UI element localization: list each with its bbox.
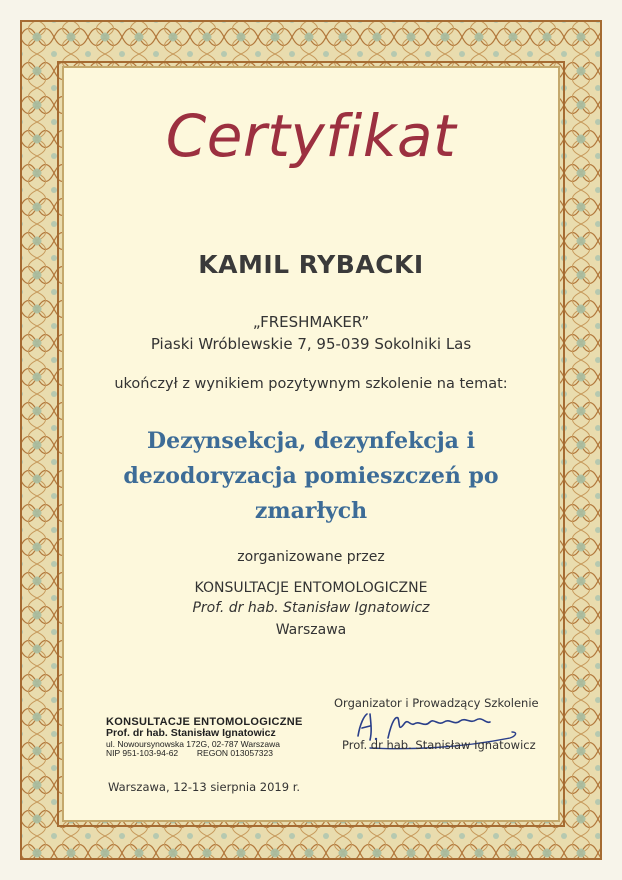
organizer-person: Prof. dr hab. Stanisław Ignatowicz <box>192 600 430 616</box>
stamp-regon: REGON 013057323 <box>196 747 273 758</box>
recipient-name: KAMIL RYBACKI <box>198 250 424 279</box>
training-topic-line: zmarłych <box>254 498 368 524</box>
completion-text: ukończył z wynikiem pozytywnym szkolenie na temat: <box>114 376 508 392</box>
training-topic-line: Dezynsekcja, dezynfekcja i <box>147 428 475 454</box>
stamp-ids <box>106 749 303 758</box>
issue-date: Warszawa, 12-13 sierpnia 2019 r. <box>108 780 301 794</box>
stamp-nip: NIP 951-103-94-62 <box>106 747 179 758</box>
stamp-organization: KONSULTACJE ENTOMOLOGICZNE <box>106 716 303 728</box>
stamp-address: ul. Nowoursynowska 172G, 02-787 Warszawa <box>106 738 281 749</box>
organizer-city: Warszawa <box>275 622 347 638</box>
certificate-title: Certyfikat <box>165 102 457 170</box>
training-topic-line: dezodoryzacja pomieszczeń po <box>123 463 499 489</box>
recipient-company: „FRESHMAKER” <box>252 313 370 331</box>
organizer-stamp <box>106 716 303 758</box>
signature-role: Organizator i Prowadzący Szkolenie <box>334 696 539 710</box>
signature-name: Prof. dr hab. Stanisław Ignatowicz <box>342 738 536 752</box>
organizer-name: KONSULTACJE ENTOMOLOGICZNE <box>194 580 428 596</box>
organized-by-label: zorganizowane przez <box>237 549 385 565</box>
recipient-address: Piaski Wróblewskie 7, 95-039 Sokolniki Las <box>150 335 472 353</box>
stamp-person: Prof. dr hab. Stanisław Ignatowicz <box>106 727 276 740</box>
